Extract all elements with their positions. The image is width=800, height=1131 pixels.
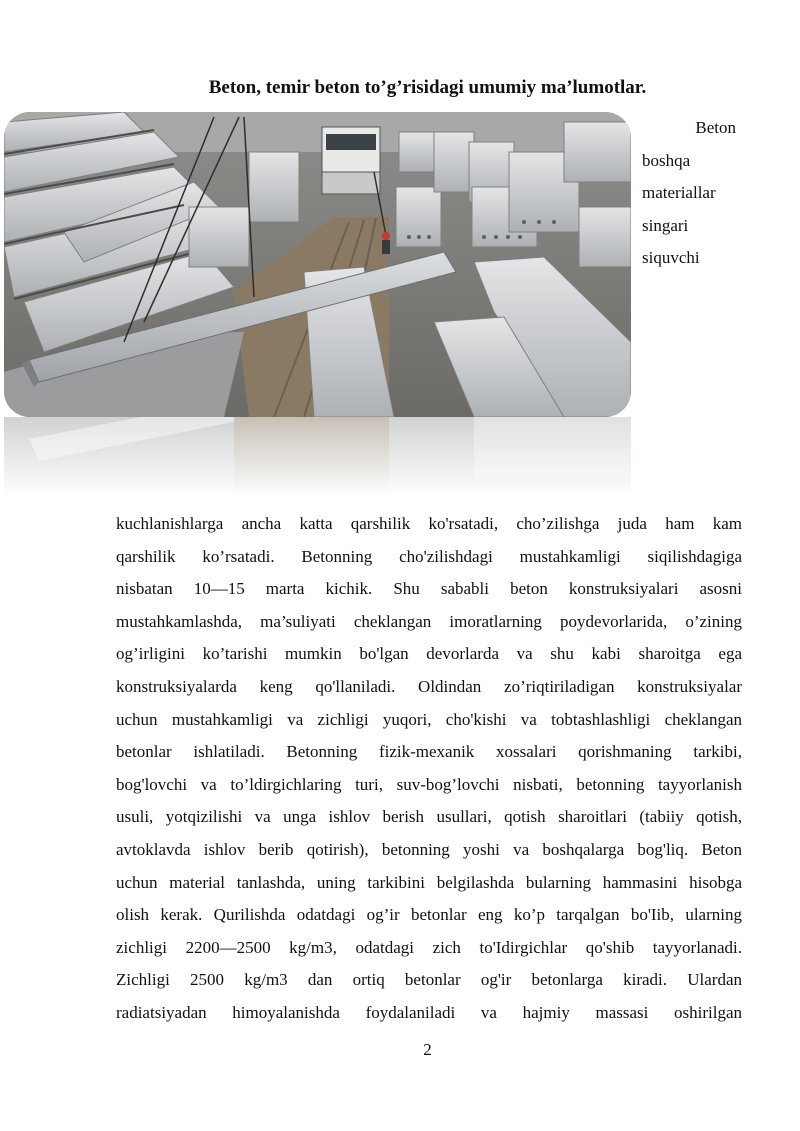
- text-line: bog'lovchi va to’ldirgichlaring turi, suv-bog’lovchi nisbati, betonning tayyorlanish: [116, 774, 742, 794]
- side-word: boshqa: [642, 150, 691, 170]
- text-line: Zichligi 2500 kg/m3 dan ortiq betonlar og'ir betonlarga kiradi. Ulardan: [116, 970, 742, 990]
- page-title: Beton, temir beton to’g’risidagi umumiy ma’lumotlar.: [208, 77, 647, 98]
- page-number: 2: [423, 1040, 432, 1059]
- text-line: uchun mustahkamligi va zichligi yuqori, cho'kishi va tobtashlashligi cheklangan: [116, 709, 742, 729]
- text-line: qarshilik ko’rsatadi. Betonning cho'zilishdagi mustahkamligi siqilishdagiga: [116, 546, 742, 566]
- side-word: Beton: [695, 118, 736, 137]
- text-line: og’irligini ko’tarishi mumkin bo'lgan devorlarda va shu kabi sharoitga ega: [116, 644, 742, 664]
- side-word: materiallar: [642, 183, 716, 202]
- body-paragraph: [116, 508, 742, 1030]
- text-line: usuli, yotqizilishi va unga ishlov berish usullari, qotish sharoitlari (tabiiy qotish,: [116, 807, 742, 827]
- text-line: zichligi 2200—2500 kg/m3, odatdagi zich to'Idirgichlar qo'shib tayyorlanadi.: [116, 937, 742, 957]
- side-word: siquvchi: [642, 248, 700, 267]
- text-line: mustahkamlashda, ma’suliyati cheklangan imoratlarning poydevorlarida, o’zining: [116, 611, 742, 631]
- text-line: betonlar ishlatiladi. Betonning fizik-mexanik xossalari qorishmaning tarkibi,: [116, 742, 742, 762]
- photo-reflection: [4, 417, 631, 497]
- side-word: singari: [642, 215, 689, 235]
- photo-illustration: [4, 112, 631, 417]
- text-line: kuchlanishlarga ancha katta qarshilik ko'rsatadi, cho’zilishga juda ham kam: [116, 514, 742, 533]
- text-line: olish kerak. Qurilishda odatdagi og’ir betonlar eng ko’p tarqalgan bo'Iib, ularning: [116, 905, 742, 925]
- concrete-slabs-photo: [4, 112, 631, 417]
- text-line: konstruksiyalarda keng qo'llaniladi. Oldindan zo’riqtiriladigan konstruksiyalar: [116, 676, 742, 696]
- text-line: nisbatan 10—15 marta kichik. Shu sababli beton konstruksiyalari asosni: [116, 579, 742, 599]
- reflection-illustration: [4, 417, 631, 497]
- text-line: radiatsiyadan himoyalanishda foydalaniladi va hajmiy massasi oshirilgan: [116, 1002, 742, 1022]
- text-line: avtoklavda ishlov berib qotirish), betonning yoshi va boshqalarga bog'liq. Beton: [116, 839, 742, 859]
- side-text-column: [642, 112, 736, 275]
- text-line: uchun material tanlashda, uning tarkibini belgilashda bularning hammasini hisobga: [116, 872, 742, 892]
